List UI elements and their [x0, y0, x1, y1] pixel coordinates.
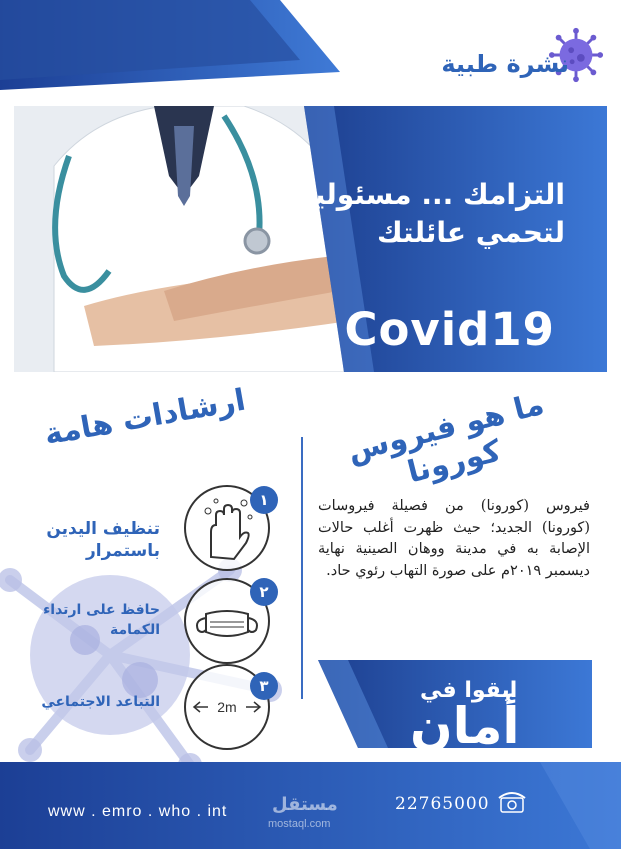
tip-number-3: ٣: [250, 672, 278, 700]
stay-safe-line1: ابقوا في: [420, 678, 518, 703]
vertical-divider: [301, 437, 303, 699]
covid-tag: Covid19: [344, 303, 555, 356]
brand-title: نشرة طبية: [441, 50, 569, 78]
tip-label-3: التباعد الاجتماعي: [41, 694, 160, 710]
section-heading-what-is-corona: ما هو فيروس كورونا: [344, 386, 548, 491]
distance-label: 2m: [217, 699, 237, 715]
phone-number: 22765000: [395, 794, 490, 814]
tip-number-2: ٢: [250, 578, 278, 606]
section-heading-tips: ارشادات هامة: [41, 382, 249, 453]
phone-icon: [497, 788, 527, 814]
info-paragraph: فيروس (كورونا) من فصيلة فيروسات (كورونا) الجديد؛ حيث ظهرت أغلب حالات الإصابة به في مدينة ووهان الصينية نهاية ديسمبر ٢٠١٩م على صورة التهاب رئوي حاد.: [318, 498, 590, 579]
watermark-english: mostaql.com: [268, 818, 331, 830]
tip-number-1: ١: [250, 486, 278, 514]
watermark-arabic: مستقل: [272, 794, 338, 815]
tip-label-1: تنظيف اليدين باستمرار: [46, 519, 160, 561]
hero-slogan-line1: التزامك ... مسئوليتك: [277, 178, 565, 211]
hero-slogan-line2: لتحمي عائلتك: [376, 216, 565, 249]
website-url: www . emro . who . int: [48, 803, 228, 820]
stay-safe-line2: أمان: [410, 697, 520, 755]
tip-label-2: حافظ على ارتداء الكمامة: [43, 602, 160, 638]
hero-banner: [14, 106, 607, 372]
